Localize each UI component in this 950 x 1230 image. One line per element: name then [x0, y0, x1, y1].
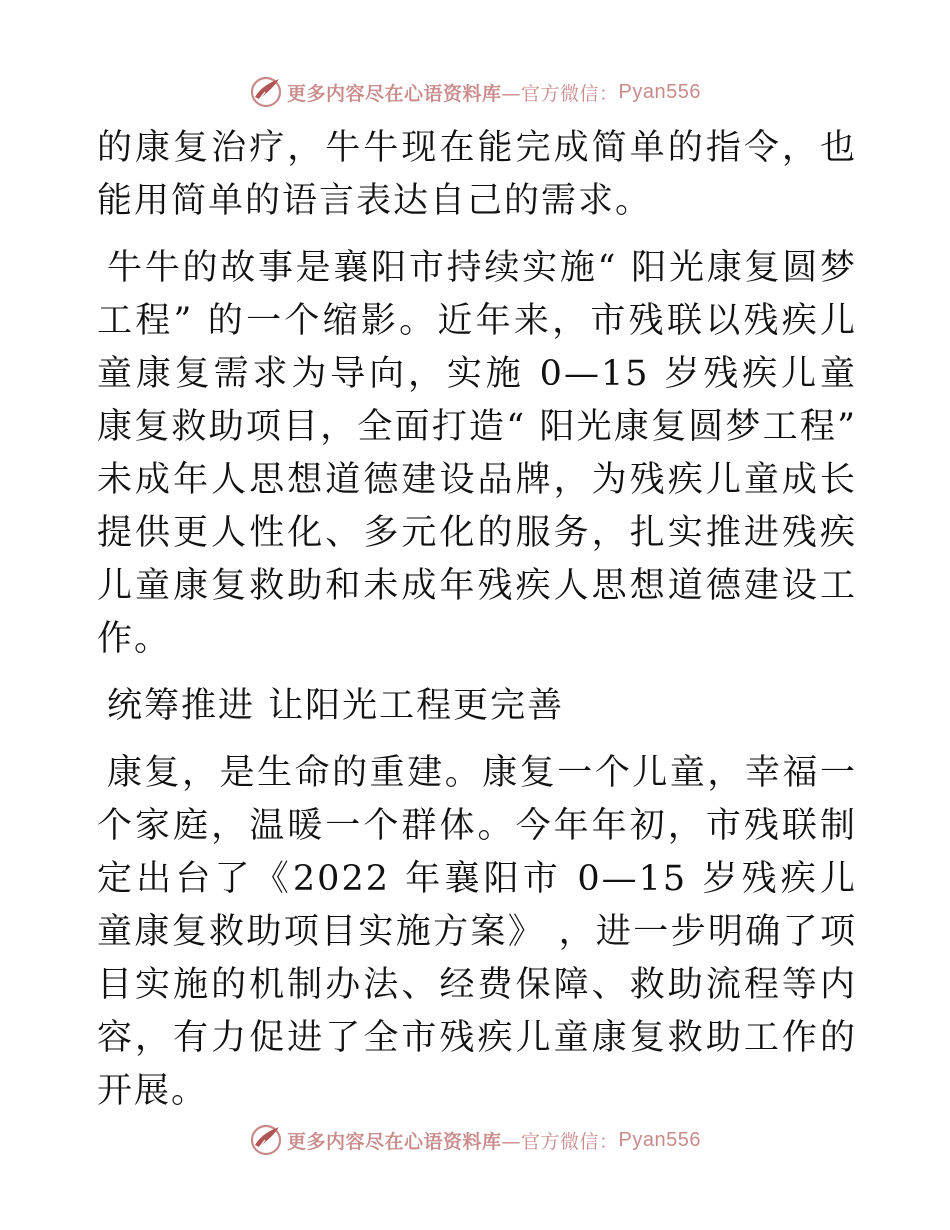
section-heading: 统筹推进 让阳光工程更完善 [107, 686, 565, 726]
footer-watermark [0, 1120, 950, 1160]
header-watermark [0, 72, 950, 112]
watermark-main-text: 更多内容尽在心语资料库 [287, 82, 502, 105]
quill-logo-icon [249, 75, 283, 109]
watermark-sub-text: —官方微信： [501, 82, 619, 105]
paragraph-1: 的康复治疗，牛牛现在能完成简单的指令，也能用简单的语言表达自己的需求。 [97, 128, 857, 221]
document-body [97, 122, 857, 1132]
watermark-id-text: Pyan556 [618, 80, 701, 103]
quill-logo-icon [249, 1123, 283, 1157]
paragraph-2: 牛牛的故事是襄阳市持续实施“ 阳光康复圆梦工程” 的一个缩影。近年来，市残联以残疾儿童康复需求为导向，实施 0—15 岁残疾儿童康复救助项目，全面打造“ 阳光康复圆梦工程” 未成年人思想道德建设品牌，为残疾儿童成长提供更人性化、多元化的服务，扎实推进残疾儿童康复救助和未成年残疾人思想道德建设工作。 [97, 248, 857, 659]
watermark-main-text: 更多内容尽在心语资料库 [287, 1130, 502, 1153]
watermark-id-text: Pyan556 [618, 1128, 701, 1151]
paragraph-3: 康复，是生命的重建。康复一个儿童，幸福一个家庭，温暖一个群体。今年年初，市残联制定出台了《2022 年襄阳市 0—15 岁残疾儿童康复救助项目实施方案》 ，进一步明确了项目实施的机制办法、经费保障、救助流程等内容，有力促进了全市残疾儿童康复救助工作的开展。 [97, 753, 857, 1111]
watermark-sub-text: —官方微信： [501, 1130, 619, 1153]
